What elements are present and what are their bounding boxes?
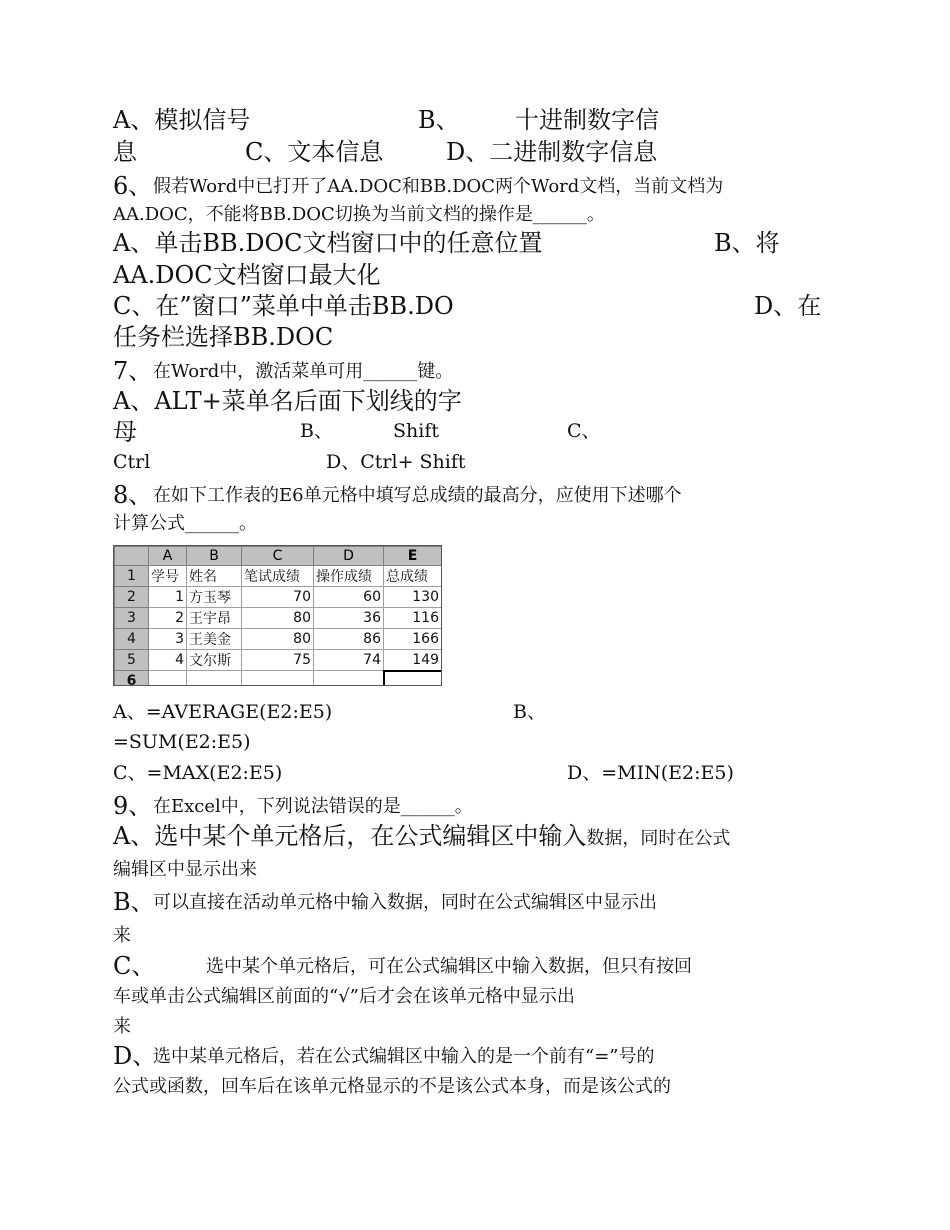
table-row [115,608,442,629]
spreadsheet-table [114,546,442,686]
cell: 4 [149,650,187,671]
cell: 75 [242,650,314,671]
cell: 60 [314,587,384,608]
q6-option-b-cont: AA.DOC文档窗口最大化 [113,261,381,289]
q9-option-d-text: 选中某单元格后，若在公式编辑区中输入的是一个前有“=”号的 [153,1046,655,1067]
cell: 80 [242,608,314,629]
cell: 王宇昂 [187,608,242,629]
q8-number: 8、 [113,481,153,509]
cell [314,671,384,687]
col-header-e: E [384,547,442,566]
cell: 方玉琴 [187,587,242,608]
q6-option-c: C、在”窗口”菜单中单击BB.DO [113,292,454,320]
cell: 姓名 [187,566,242,587]
q8-option-a: A、=AVERAGE(E2:E5) [113,701,333,723]
q9-option-b-cont: 来 [113,925,131,946]
table-row [115,629,442,650]
q7-option-b-text: Shift [393,420,439,442]
q9-option-a-main: A、选中某个单元格后，在公式编辑区中输入 [113,822,587,850]
q6-option-a: A、单击BB.DOC文档窗口中的任意位置 [113,229,543,257]
q8-option-d: D、=MIN(E2:E5) [567,762,734,784]
q5-option-b-text: 十进制数字信 [515,106,659,134]
q6-option-d-cont: 任务栏选择BB.DOC [113,323,334,351]
q9-option-b-text: 可以直接在活动单元格中输入数据，同时在公式编辑区中显示出 [153,892,657,913]
cell: 166 [384,629,442,650]
q9-option-c-label: C、 [113,952,156,980]
q9-option-a-tail: 数据，同时在公式 [586,828,731,849]
cell: 130 [384,587,442,608]
table-row [115,650,442,671]
row-header: 6 [115,671,149,687]
cell: 笔试成绩 [242,566,314,587]
q7-option-a-cont: 母 [113,418,137,446]
cell: 86 [314,629,384,650]
q7-option-b-label: B、 [300,420,333,442]
col-header-a: A [149,547,187,566]
q8-text-line1: 在如下工作表的E6单元格中填写总成绩的最高分，应使用下述哪个 [153,485,682,506]
cell: 操作成绩 [314,566,384,587]
q7-option-c-cont: Ctrl [113,451,151,473]
q9-option-d-label: D、 [113,1042,157,1070]
cell: 1 [149,587,187,608]
q9-option-d-cont: 公式或函数，回车后在该单元格显示的不是该公式本身，而是该公式的 [113,1076,671,1097]
row-header: 1 [115,566,149,587]
cell: 74 [314,650,384,671]
active-cell-e6 [384,671,442,687]
cell: 学号 [149,566,187,587]
q5-option-a: A、模拟信号 [113,106,251,134]
table-row [115,587,442,608]
col-header-d: D [314,547,384,566]
table-row [115,566,442,587]
col-header-c: C [242,547,314,566]
cell: 80 [242,629,314,650]
cell: 36 [314,608,384,629]
q9-option-a-cont: 编辑区中显示出来 [113,859,257,880]
cell [149,671,187,687]
q7-number: 7、 [113,357,153,385]
q8-option-c: C、=MAX(E2:E5) [113,762,283,784]
cell: 116 [384,608,442,629]
q9-option-b-label: B、 [113,888,155,916]
q6-text-line2: AA.DOC，不能将BB.DOC切换为当前文档的操作是______。 [113,204,605,225]
q7-option-c-label: C、 [567,420,601,442]
q5-option-b-label: B、 [418,106,460,134]
row-header: 3 [115,608,149,629]
q7-option-d: D、Ctrl+ Shift [326,451,466,473]
q9-option-c-cont: 车或单击公式编辑区前面的“√”后才会在该单元格中显示出 [113,986,575,1007]
q7-option-a: A、ALT+菜单名后面下划线的字 [113,387,462,415]
q9-option-a-line1 [113,824,730,848]
cell: 文尔斯 [187,650,242,671]
row-header: 2 [115,587,149,608]
cell: 149 [384,650,442,671]
q6-number: 6、 [113,172,153,200]
q6-option-d-label: D、在 [754,292,822,320]
q7-text: 在Word中，激活菜单可用______键。 [153,361,454,382]
q9-option-c-cont2: 来 [113,1016,131,1037]
cell: 3 [149,629,187,650]
q5-option-d: D、二进制数字信息 [446,138,658,166]
cell [187,671,242,687]
q5-option-b-cont: 息 [113,138,137,166]
table-row [115,671,442,687]
cell [242,671,314,687]
q8-text-line2: 计算公式______。 [113,513,257,534]
q8-option-b-label: B、 [513,701,546,723]
row-header: 5 [115,650,149,671]
cell: 王美金 [187,629,242,650]
row-header: 4 [115,629,149,650]
cell: 总成绩 [384,566,442,587]
q9-option-c-text: 选中某个单元格后，可在公式编辑区中输入数据，但只有按回 [206,956,692,977]
q6-option-b-label: B、将 [714,229,780,257]
q9-text: 在Excel中，下列说法错误的是______。 [153,796,473,817]
cell: 70 [242,587,314,608]
corner-cell [115,547,149,566]
column-header-row [115,547,442,566]
q9-number: 9、 [113,792,153,820]
q6-text-line1: 假若Word中已打开了AA.DOC和BB.DOC两个Word文档，当前文档为 [153,176,724,197]
q8-option-b-cont: =SUM(E2:E5) [113,731,251,753]
q5-option-c: C、文本信息 [245,138,384,166]
cell: 2 [149,608,187,629]
col-header-b: B [187,547,242,566]
spreadsheet-image [113,545,442,686]
